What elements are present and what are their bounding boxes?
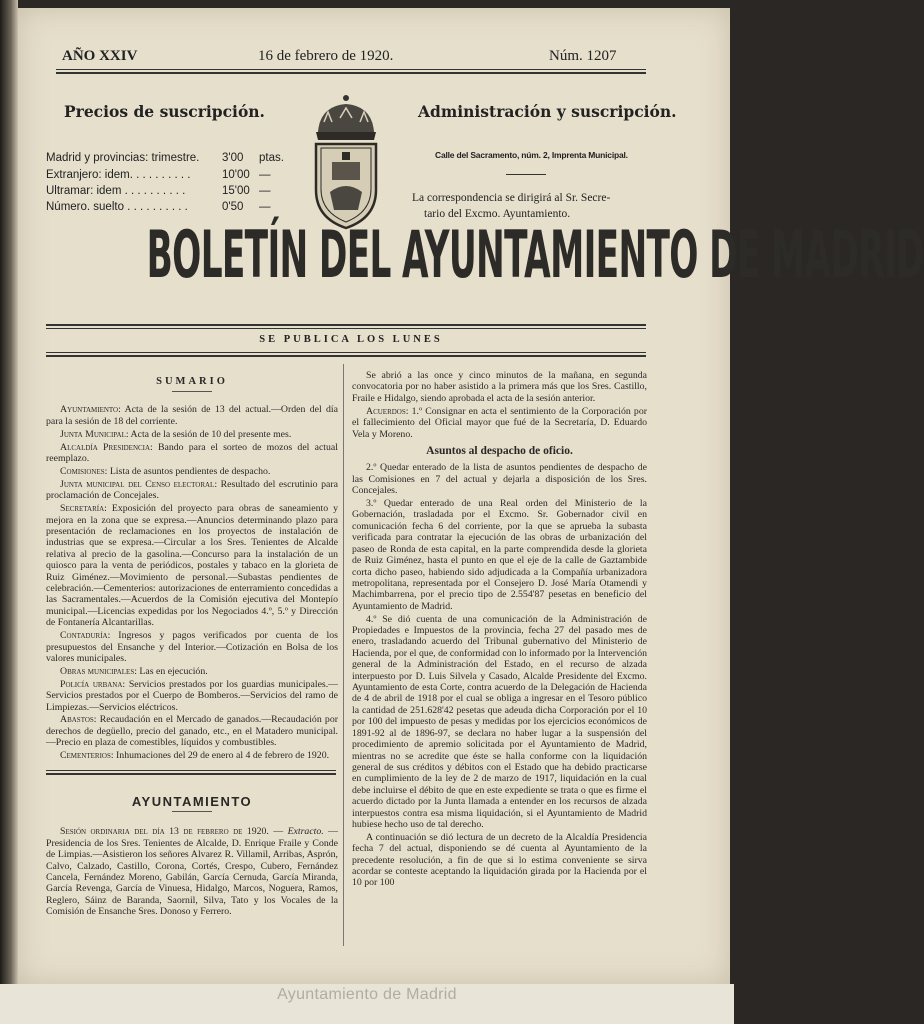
sumario-entry: Ayuntamiento: Acta de la sesión de 13 del actual.—Orden del día para la sesión de 18 del corriente.	[46, 404, 338, 427]
sumario-entry: Contaduría: Ingresos y pagos verificados por cuenta de los presupuestos del Ensanche y del Interior.—Cotización en Bolsa de los valores municipales.	[46, 630, 338, 664]
asunto-paragraph: 2.º Quedar enterado de la lista de asuntos pendientes de despacho de las Comisiones en 7 del actual y dejarla a disposición de los Sres. Concejales.	[352, 462, 647, 497]
opening-paragraph: Se abrió a las once y cinco minutos de la mañana, en segunda convocatoria por no haber asistido a la primera más que los Sres. Castillo, Fraile e Hidalgo, siendo aprobada el acta de la sesión anterior.	[352, 370, 647, 404]
asuntos-title: Asuntos al despacho de oficio.	[426, 444, 573, 457]
footer-brand: Ayuntamiento de Madrid	[277, 986, 457, 1003]
sumario-entry: Cementerios: Inhumaciones del 29 de enero al 4 de febrero de 1920.	[60, 750, 330, 762]
sumario-title: SUMARIO	[156, 376, 228, 387]
section-rule	[46, 770, 336, 771]
ayuntamiento-divider	[172, 811, 212, 812]
issue-year: AÑO XXIV	[62, 48, 138, 64]
sumario-entry: Alcaldía Presidencia: Bando para el sorteo de mozos del actual reemplazo.	[46, 441, 338, 465]
header-bottom-rule-thick	[46, 355, 646, 357]
sumario-entry: Abastos: Recaudación en el Mercado de ganados.—Recaudación por derechos de degüello, precio del ganado, etc., en el Matadero municipal.—Precio en plaza de comestibles, líquidos y combustibles.	[46, 714, 338, 749]
sumario-entry: Junta municipal del Censo electoral: Resultado del escrutinio para proclamación de Concejales.	[46, 478, 338, 502]
issue-number: Núm. 1207	[549, 48, 617, 64]
column-divider	[343, 364, 344, 946]
sumario-entry: Policía urbana: Servicios prestados por los guardias municipales.—Servicios prestados por el Cuerpo de Bomberos.—Servicios del ramo de Limpiezas.—Servicios eléctricos.	[46, 678, 338, 713]
top-rule-thick	[56, 72, 646, 74]
right-column	[352, 370, 647, 890]
asunto-paragraph: A continuación se dió lectura de un decreto de la Alcaldía Presidencia fecha 7 del actual, disponiendo se dé cuenta al Ayuntamiento de la precedente resolución, a fin de que si lo estima conveniente se sirva acordar se conteste aceptando la liquidación girada por la Hacienda por el 10 por 100	[352, 831, 647, 889]
section-rule-thick	[46, 773, 336, 775]
ayuntamiento-title: AYUNTAMIENTO	[131, 794, 253, 809]
madrid-coat-of-arms-icon	[308, 92, 384, 232]
left-column	[46, 376, 338, 763]
header-bottom-rule	[46, 352, 646, 353]
sumario-entry: Junta Municipal: Acta de la sesión de 10 del presente mes.	[60, 428, 292, 440]
book-spine	[0, 0, 18, 1024]
top-rule	[56, 69, 646, 70]
sumario-entry: Comisiones: Lista de asuntos pendientes de despacho.	[60, 465, 271, 477]
sumario-divider	[172, 391, 212, 392]
sumario-entry: Secretaría: Exposición del proyecto para obras de saneamiento y mejora en la zona que se expresa.—Anuncios determinando plazo para presentación de reclamaciones en los proyectos de instalación de industrias que se expresa.—Circular a los Sres. Tenientes de Alcalde relativa al precio de la gasolina.—Concurso para la instalación de un quiosco para la venta de periódicos, postales y tabaco en la glorieta de Ruiz Giménez.—Movimiento de personal.—Subastas pendientes de celebración.—Cementerios: autorizaciones de enterramiento concedidas a las Sacramentales.—Acuerdos de la Comisión ejecutiva del Montepío municipal.—Licencias expedidas por los Negociados 4.º, 5.º y Dirección de Fontanería Alcantarillas.	[46, 503, 338, 629]
title-rule-thin	[46, 328, 646, 329]
sumario-entry: Obras municipales: Las en ejecución.	[60, 665, 208, 677]
small-divider	[506, 174, 546, 175]
session-paragraph: Sesión ordinaria del día 13 de febrero de 1920. — Extracto. —Presidencia de los Sres. Tenientes de Alcalde, D. Enrique Fraile y Conde de Limpias.—Asistieron los señores Alvarez R. Villamil, Arribas, Asprón, Calvo, Calzado, Castillo, Corona, Cortés, Crespo, Cubero, Fernández Cancela, Fernández Moreno, Gabilán, García Cernuda, García Miranda, García Revenga, García de Vinuesa, Hidalgo, Marcos, Noguera, Ramos, Reglero, Sáinz de Baranda, Saornil, Silva, Tato y los Vocales de la Comisión de Ensanche Sres. Donoso y Ferrero.	[46, 826, 338, 918]
asunto-paragraph: 4.º Se dió cuenta de una comunicación de la Administración de Propiedades e Impuestos de la provincia, fecha 27 del pasado mes de enero, trasladando acuerdo del Tribunal gubernativo del Ministerio de Hacienda, por el que, de conformidad con lo informado por la Intervención general de la Administración del Estado, en el recurso de alzada interpuesto por D. Luis Silvela y Casado, Alcalde Presidente del Excmo. Ayuntamiento de esta Corte, contra acuerdo de la Delegación de Hacienda de 4 de abril de 1918 por el cual se obliga a ingresar en el Tesoro público la cantidad de 251.628'42 pesetas que adeuda dicha Corporación por el 10 por 100 del impuesto de pesas y medidas por los ejercicios económicos de 1891-92 al de 1896-97, se declara no haber lugar a la suspensión del procedimiento de apremio solicitada por el Ayuntamiento de Madrid, mientras no se acredite que éste se halla conforme con la liquidación general de sus créditos y débitos con el Estado que ha debido practicarse en cumplimiento de la ley de 2 de marzo de 1917, liquidación en la cual debe incluirse el débito de que en este expediente se trata o que es firme el acuerdo dictado por la Junta llamada a entender en los recursos de alzada interpuestos contra esa misma liquidación, si el Ayuntamiento de Madrid hubiese hecho uso de tal derecho.	[352, 613, 647, 830]
title-rule	[46, 324, 646, 326]
newspaper-title: BOLETÍN DEL AYUNTAMIENTO DE MADRID	[146, 218, 924, 293]
subscription-heading: Precios de suscripción.	[64, 102, 265, 121]
acuerdos-paragraph: Acuerdos: 1.º Consignar en acta el sentimiento de la Corporación por el fallecimiento del Oficial mayor que fué de la Secretaría, D. Eduardo Vela y Moreno.	[352, 405, 647, 440]
issue-date: 16 de febrero de 1920.	[258, 48, 394, 64]
publication-note: SE PUBLICA LOS LUNES	[259, 334, 443, 345]
asunto-paragraph: 3.º Quedar enterado de una Real orden del Ministerio de la Gobernación, trasladada por el Excmo. Sr. Gobernador civil en comunicación fecha 6 del corriente, por la que se aprueba la subasta verificada para contratar la ejecución de las obras de urbanización del paseo de Ronda de esta capital, en la parte comprendida desde la glorieta de Ruiz Giménez, hasta el punto en que el eje de la calle de Gaztambide corta dicho paseo, habiendo sido adjudicada a la Compañía urbanizadora metropolitana, representada por el Consejero D. José María Otamendi y Machimbarrena, por el precio tipo de 2.554'87 pesetas en beneficio del Ayuntamiento de Madrid.	[352, 498, 647, 612]
ayuntamiento-section	[46, 796, 338, 919]
admin-heading: Administración y suscripción.	[418, 102, 677, 121]
admin-address: Calle del Sacramento, núm. 2, Imprenta Municipal.	[435, 150, 628, 160]
correspondence-note: La correspondencia se dirigirá al Sr. Secre- tario del Excmo. Ayuntamiento.	[412, 192, 611, 220]
